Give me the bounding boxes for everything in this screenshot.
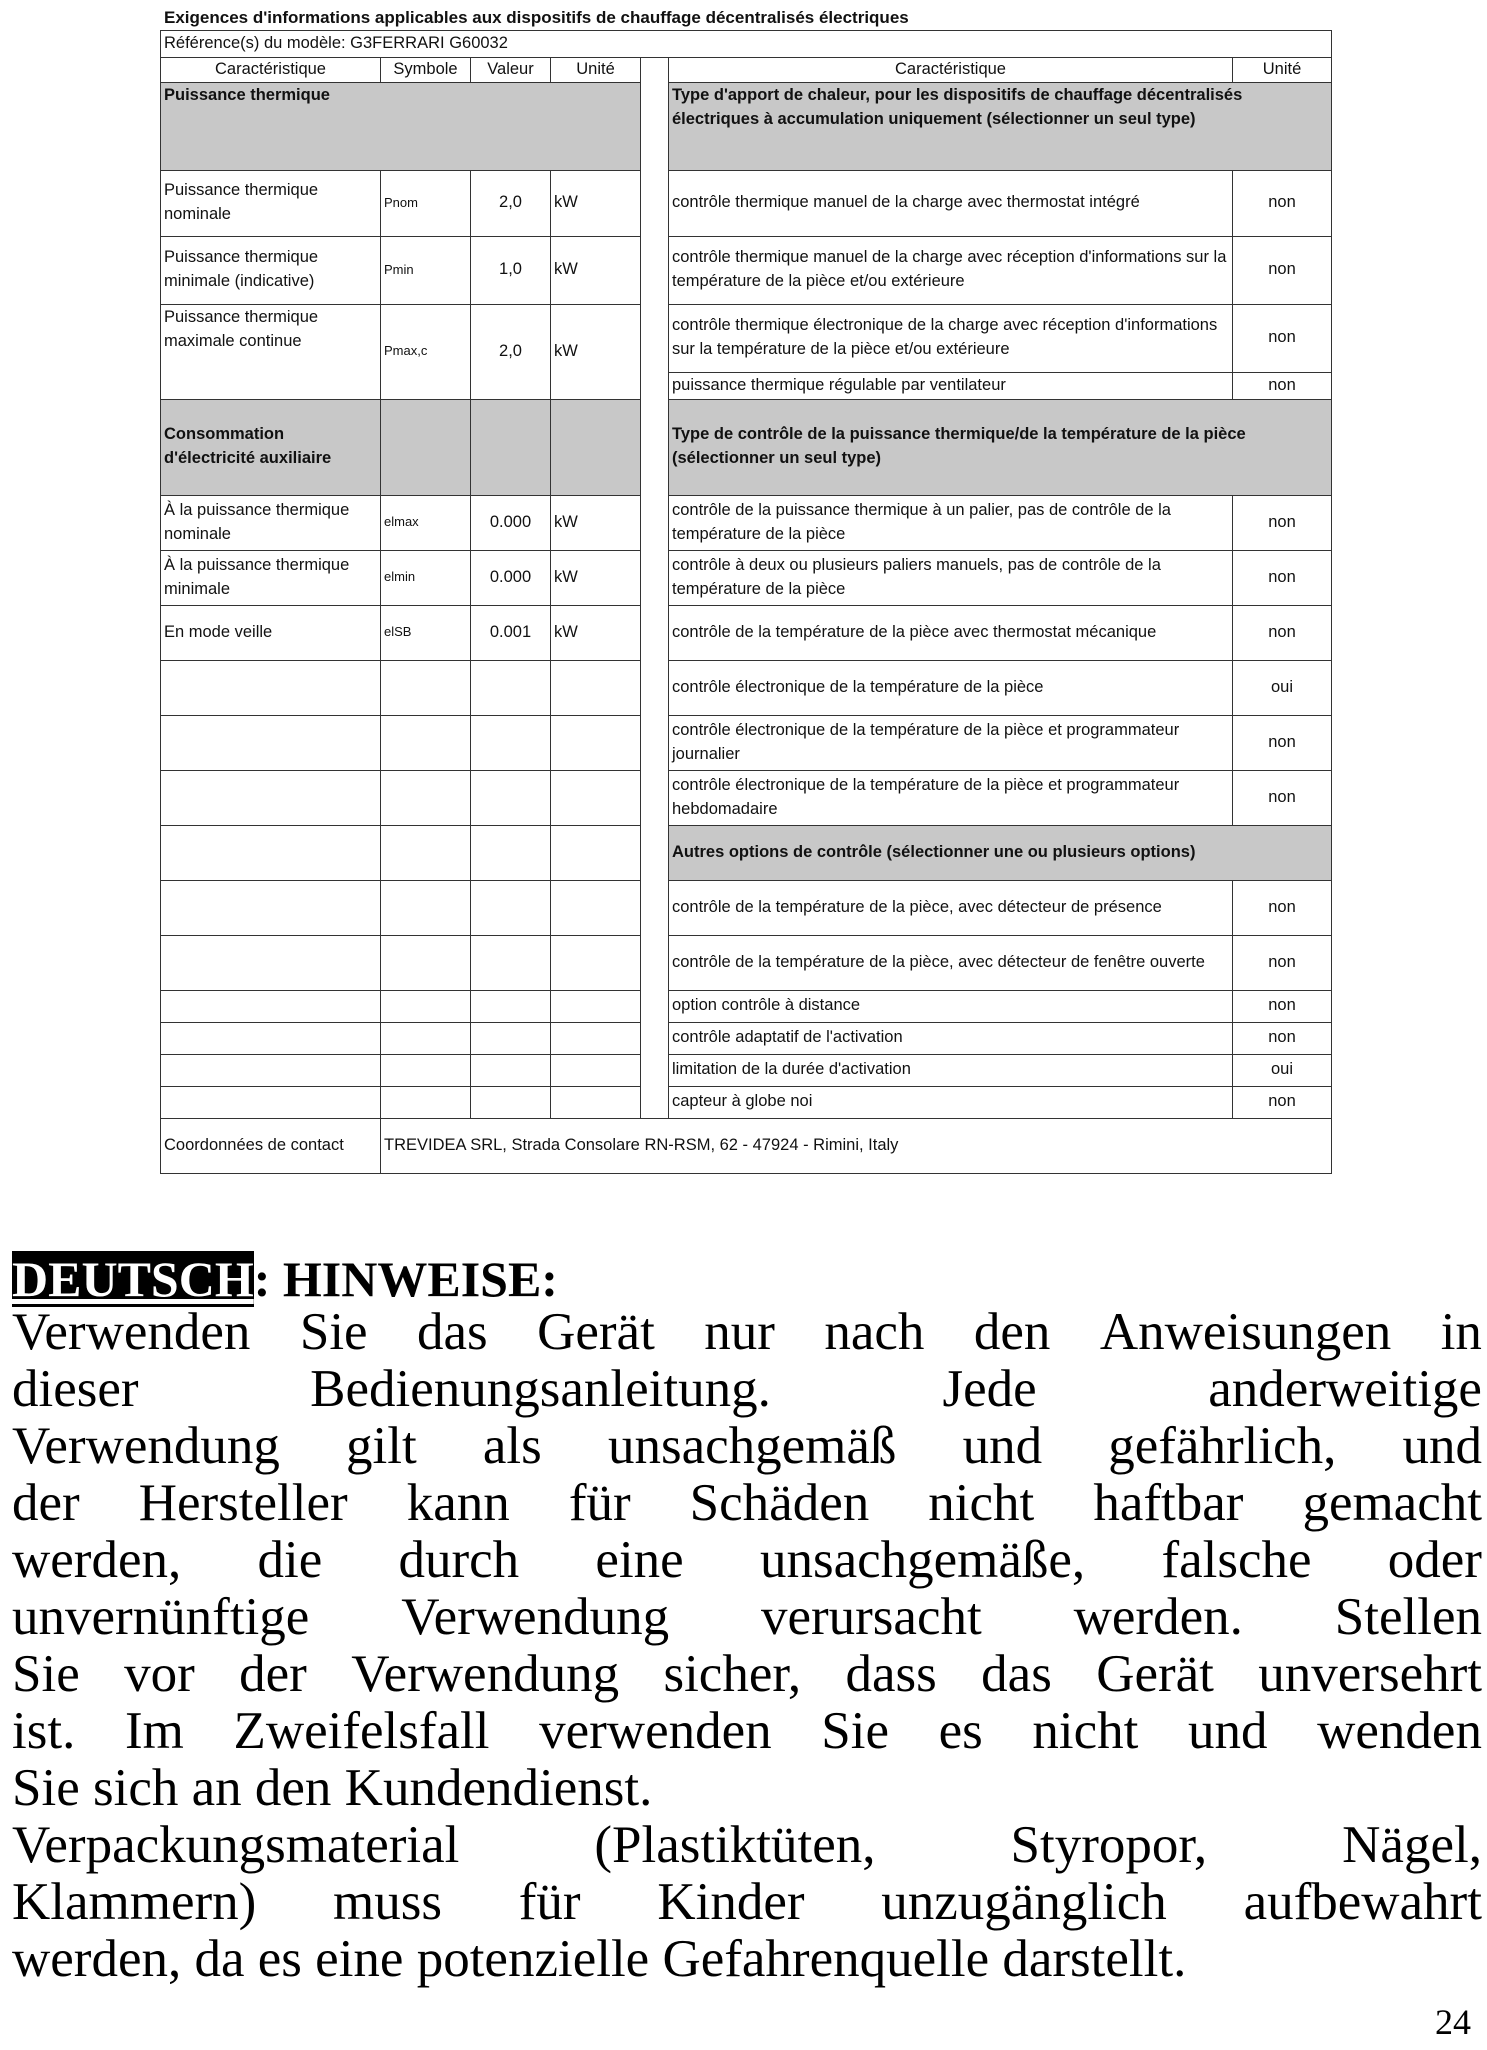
notes-body [12,1304,1482,1988]
spacer-column [641,605,669,660]
heat-input-item-value: non [1233,236,1332,304]
empty-cell [471,825,551,880]
word: Stellen [1334,1588,1482,1646]
word: der [12,1474,80,1532]
paragraph-line [12,1361,1482,1418]
empty-cell [161,1054,381,1086]
spacer-column [641,236,669,304]
paragraph-line [12,1760,1482,1817]
word: dieser [12,1360,139,1418]
word: an [191,1759,242,1817]
word: haftbar [1093,1474,1244,1532]
option-item-value: non [1233,1086,1332,1118]
empty-cell [471,770,551,825]
empty-cell [161,770,381,825]
section-filler-cell [551,399,641,495]
word: Klammern) [12,1873,257,1931]
aux-row-symbol: elmax [381,495,471,550]
control-item-label: contrôle de la température de la pièce avec thermostat mécanique [669,605,1233,660]
spacer-column [641,715,669,770]
word: unsachgemäß [607,1417,897,1475]
option-item-label: option contrôle à distance [669,990,1233,1022]
word: Styropor, [1010,1816,1208,1874]
spacer-column [641,990,669,1022]
control-item-value: non [1233,715,1332,770]
section-filler-cell [381,399,471,495]
empty-cell [381,880,471,935]
spacer-column [641,1086,669,1118]
empty-cell [381,1054,471,1086]
word: Gerät [1096,1645,1214,1703]
word: als [482,1417,542,1475]
heat-row-symbol: Pmin [381,236,471,304]
word: Verwendung [12,1417,280,1475]
empty-cell [381,1086,471,1118]
empty-cell [551,1054,641,1086]
heat-input-item-value: non [1233,372,1332,399]
option-item-label: contrôle de la température de la pièce, avec détecteur de fenêtre ouverte [669,935,1233,990]
page-number: 24 [1435,2002,1471,2042]
word: Jede [942,1360,1037,1418]
word: gefährlich, [1108,1417,1337,1475]
option-item-value: non [1233,1022,1332,1054]
empty-cell [161,825,381,880]
empty-cell [381,660,471,715]
word: für [518,1873,581,1931]
word: und [1188,1702,1268,1760]
word: das [981,1645,1052,1703]
option-item-value: non [1233,880,1332,935]
spacer-column [641,1054,669,1086]
word: eine [315,1930,404,1988]
word: Verwendung [351,1645,620,1703]
empty-cell [381,990,471,1022]
paragraph-line [12,1418,1482,1475]
word: darstellt. [1002,1930,1187,1988]
word: für [568,1474,631,1532]
spacer-column [641,82,669,170]
empty-cell [551,715,641,770]
word: Kinder [657,1873,805,1931]
empty-cell [161,990,381,1022]
heat-row-value: 2,0 [471,170,551,236]
empty-cell [471,715,551,770]
option-item-label: contrôle adaptatif de l'activation [669,1022,1233,1054]
empty-cell [161,1086,381,1118]
word: vor [124,1645,195,1703]
word: Sie [12,1645,80,1703]
word: potenzielle [416,1930,650,1988]
control-item-label: contrôle électronique de la température de la pièce et programmateur journalier [669,715,1233,770]
word: den [254,1759,332,1817]
spacer-column [641,660,669,715]
spacer-column [641,550,669,605]
empty-cell [551,1086,641,1118]
heat-input-item-label: contrôle thermique électronique de la charge avec réception d'informations sur la température de la pièce et/ou extérieure [669,304,1233,372]
aux-row-unit: kW [551,495,641,550]
empty-cell [161,935,381,990]
aux-row-value: 0.000 [471,495,551,550]
aux-row-label: À la puissance thermique nominale [161,495,381,550]
heat-row-unit: kW [551,170,641,236]
word: verursacht [760,1588,982,1646]
paragraph-line [12,1931,1482,1988]
aux-row-unit: kW [551,605,641,660]
empty-cell [471,660,551,715]
word: da [194,1930,245,1988]
option-item-label: capteur à globe noi [669,1086,1233,1118]
word: kann [406,1474,510,1532]
empty-cell [381,715,471,770]
paragraph-line [12,1304,1482,1361]
heat-row-unit: kW [551,236,641,304]
spacer-column [641,825,669,880]
empty-cell [161,715,381,770]
table-title: Exigences d'informations applicables aux dispositifs de chauffage décentralisés électriques [164,8,909,27]
word: werden, [12,1930,182,1988]
control-item-label: contrôle de la puissance thermique à un palier, pas de contrôle de la température de la pièce [669,495,1233,550]
paragraph-line [12,1703,1482,1760]
word: der [239,1645,307,1703]
heat-row-label: Puissance thermique maximale continue [161,304,381,399]
word: Verpackungsmaterial [12,1816,460,1874]
word: gemacht [1302,1474,1482,1532]
word: aufbewahrt [1243,1873,1482,1931]
header-characteristic: Caractéristique [161,57,381,82]
control-item-value: non [1233,770,1332,825]
word: wenden [1317,1702,1482,1760]
heat-row-symbol: Pmax,c [381,304,471,399]
control-item-label: contrôle électronique de la température de la pièce et programmateur hebdomadaire [669,770,1233,825]
aux-row-label: À la puissance thermique minimale [161,550,381,605]
word: nach [824,1303,925,1361]
contact-label: Coordonnées de contact [161,1118,381,1173]
aux-row-unit: kW [551,550,641,605]
paragraph-line [12,1646,1482,1703]
word: es [257,1930,302,1988]
empty-cell [551,1022,641,1054]
empty-cell [471,1086,551,1118]
option-item-value: non [1233,990,1332,1022]
paragraph-line [12,1874,1482,1931]
word: unsachgemäße, [759,1531,1086,1589]
word: eine [595,1531,684,1589]
word: Kundendienst. [344,1759,653,1817]
option-item-label: contrôle de la température de la pièce, avec détecteur de présence [669,880,1233,935]
spacer-column [641,399,669,495]
word: nicht [1032,1702,1139,1760]
word: nicht [928,1474,1035,1532]
header-right-unit: Unité [1233,57,1332,82]
empty-cell [551,770,641,825]
option-item-value: non [1233,935,1332,990]
control-item-label: contrôle à deux ou plusieurs paliers manuels, pas de contrôle de la température de la pièce [669,550,1233,605]
empty-cell [161,1022,381,1054]
control-item-value: oui [1233,660,1332,715]
aux-row-value: 0.000 [471,550,551,605]
header-unit: Unité [551,57,641,82]
empty-cell [161,660,381,715]
word: unversehrt [1258,1645,1482,1703]
empty-cell [551,660,641,715]
word: Sie [299,1303,368,1361]
spacer-column [641,770,669,825]
aux-row-label: En mode veille [161,605,381,660]
word: unzugänglich [881,1873,1167,1931]
empty-cell [551,990,641,1022]
word: Schäden [689,1474,870,1532]
empty-cell [471,880,551,935]
word: und [962,1417,1043,1475]
paragraph-line [12,1475,1482,1532]
heat-row-unit: kW [551,304,641,399]
word: das [417,1303,488,1361]
word: Gefahrenquelle [662,1930,990,1988]
empty-cell [471,1054,551,1086]
section-control-type: Type de contrôle de la puissance thermique/de la température de la pièce (sélectionner un seul type) [669,399,1332,495]
german-notes-section [12,1251,1482,1988]
word: Verwenden [12,1303,251,1361]
empty-cell [471,935,551,990]
heat-row-symbol: Pnom [381,170,471,236]
aux-row-symbol: elmin [381,550,471,605]
word: verwenden [539,1702,772,1760]
empty-cell [161,880,381,935]
spacer-column [641,935,669,990]
word: den [973,1303,1051,1361]
word: Zweifelsfall [233,1702,490,1760]
spacer-column [641,304,669,372]
ecodesign-info-table [160,30,1332,1174]
section-heat-input-type: Type d'apport de chaleur, pour les dispositifs de chauffage décentralisés électriques à accumulation uniquement (sélectionner un seul type) [669,82,1332,170]
aux-row-value: 0.001 [471,605,551,660]
spacer-column [641,880,669,935]
aux-row-symbol: elSB [381,605,471,660]
language-tag: DEUTSCH [12,1251,254,1307]
paragraph-line [12,1817,1482,1874]
heat-row-value: 1,0 [471,236,551,304]
header-value: Valeur [471,57,551,82]
section-heat-output: Puissance thermique [161,82,641,170]
heat-input-item-value: non [1233,170,1332,236]
word: Sie [12,1759,80,1817]
word: Nägel, [1342,1816,1482,1874]
word: Bedienungsanleitung. [310,1360,771,1418]
control-item-value: non [1233,605,1332,660]
word: ist. [12,1702,76,1760]
word: die [257,1531,323,1589]
word: werden. [1073,1588,1243,1646]
spacer-column [641,57,669,82]
word: nur [704,1303,775,1361]
heat-row-label: Puissance thermique minimale (indicative) [161,236,381,304]
notes-heading [12,1251,1482,1307]
paragraph-line [12,1589,1482,1646]
option-item-value: oui [1233,1054,1332,1086]
word: sicher, [663,1645,802,1703]
empty-cell [381,825,471,880]
control-item-label: contrôle électronique de la température de la pièce [669,660,1233,715]
empty-cell [381,770,471,825]
heat-row-value: 2,0 [471,304,551,399]
section-aux-consumption: Consommation d'électricité auxiliaire [161,399,381,495]
section-other-options: Autres options de contrôle (sélectionner une ou plusieurs options) [669,825,1332,880]
heat-input-item-label: contrôle thermique manuel de la charge avec thermostat intégré [669,170,1233,236]
header-right-characteristic: Caractéristique [669,57,1233,82]
word: muss [333,1873,443,1931]
empty-cell [551,880,641,935]
heat-input-item-label: contrôle thermique manuel de la charge avec réception d'informations sur la température de la pièce et/ou extérieure [669,236,1233,304]
word: Anweisungen [1099,1303,1392,1361]
control-item-value: non [1233,550,1332,605]
word: oder [1387,1531,1482,1589]
word: durch [398,1531,520,1589]
spacer-column [641,170,669,236]
word: unvernünftige [12,1588,310,1646]
word: Verwendung [401,1588,670,1646]
word: falsche [1161,1531,1312,1589]
empty-cell [551,935,641,990]
heat-input-item-value: non [1233,304,1332,372]
word: anderweitige [1208,1360,1482,1418]
word: Sie [821,1702,889,1760]
empty-cell [551,825,641,880]
word: (Plastiktüten, [594,1816,876,1874]
empty-cell [471,1022,551,1054]
word: Gerät [537,1303,655,1361]
word: dass [845,1645,937,1703]
empty-cell [381,1022,471,1054]
model-reference: Référence(s) du modèle: G3FERRARI G60032 [161,31,1332,58]
notes-heading-text: : HINWEISE: [253,1251,558,1307]
spacer-column [641,372,669,399]
word: Im [124,1702,184,1760]
section-filler-cell [471,399,551,495]
spacer-column [641,495,669,550]
word: gilt [346,1417,417,1475]
empty-cell [471,990,551,1022]
paragraph-line [12,1532,1482,1589]
heat-input-item-label: puissance thermique régulable par ventilateur [669,372,1233,399]
word: werden, [12,1531,182,1589]
header-symbol: Symbole [381,57,471,82]
option-item-label: limitation de la durée d'activation [669,1054,1233,1086]
contact-value: TREVIDEA SRL, Strada Consolare RN-RSM, 62 - 47924 - Rimini, Italy [381,1118,1332,1173]
word: sich [92,1759,179,1817]
word: und [1402,1417,1482,1475]
word: in [1440,1303,1482,1361]
spacer-column [641,1022,669,1054]
word: Hersteller [138,1474,348,1532]
empty-cell [381,935,471,990]
heat-row-label: Puissance thermique nominale [161,170,381,236]
control-item-value: non [1233,495,1332,550]
word: es [938,1702,983,1760]
